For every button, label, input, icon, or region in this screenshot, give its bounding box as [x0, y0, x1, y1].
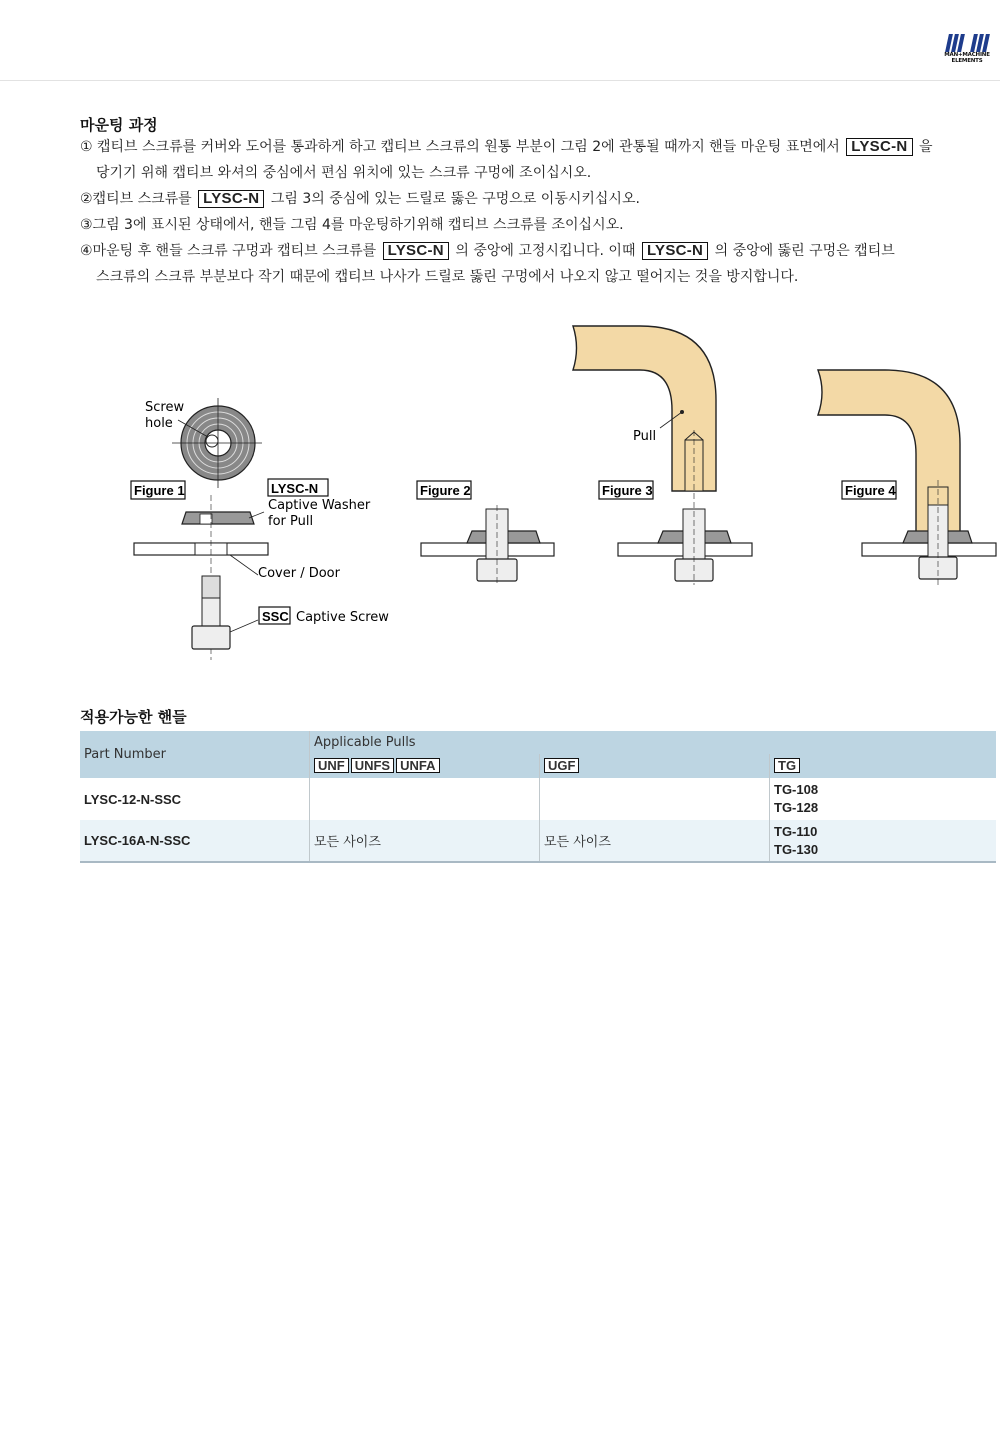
captive-screw-label: Captive Screw	[296, 610, 389, 625]
captive-washer-label-2: for Pull	[268, 514, 314, 529]
ssc-tag: SSC	[262, 609, 289, 624]
lysc-n-tag: LYSC-N	[198, 190, 264, 208]
screw-hole-label-1: Screw	[145, 400, 185, 415]
col-group-ugf: UGF	[540, 754, 770, 778]
col-part-number: Part Number	[80, 731, 310, 778]
captive-screw-fig1	[192, 576, 258, 649]
lysc-n-tag: LYSC-N	[383, 242, 449, 260]
lysc-n-tag: LYSC-N	[846, 138, 912, 156]
logo-text-1: MAN+MACHINE	[944, 52, 990, 58]
screw-hole-label-2: hole	[145, 416, 173, 431]
header-divider	[0, 80, 1000, 81]
washer-top-view	[172, 398, 262, 488]
figure-4-label: Figure 4	[845, 483, 896, 498]
step-1: ① 캡티브 스크류를 커버와 도어를 통과하게 하고 캡티브 스크류의 원통 부분이 그림 2에 관통될 때까지 핸들 마운팅 표면에서 LYSC-N 을	[80, 138, 933, 155]
cover-door-label: Cover / Door	[258, 566, 340, 581]
lysc-n-tag: LYSC-N	[642, 242, 708, 260]
mounting-steps	[80, 134, 1000, 290]
logo-text-2: ELEMENTS	[951, 58, 983, 64]
col-group-tg: TG	[770, 754, 997, 778]
lysc-n-figure-tag: LYSC-N	[271, 481, 319, 496]
table-row: LYSC-16A-N-SSC 모든 사이즈 모든 사이즈 TG-110 TG-130	[80, 820, 996, 862]
section-title-mounting: 마운팅 과정	[80, 116, 158, 134]
cover-door-fig1	[134, 543, 268, 575]
applicable-handles-table	[80, 731, 996, 863]
assembly-fig2	[421, 505, 554, 585]
step-4-cont: 스크류의 스크류 부분보다 작기 때문에 캡티브 나사가 드릴로 뚫린 구멍에서 나오지 않고 떨어지는 것을 방지합니다.	[96, 269, 799, 285]
step-1-cont: 당기기 위해 캡티브 와셔의 중심에서 편심 위치에 있는 스크류 구멍에 조이십시오.	[96, 165, 592, 181]
figure-1-label: Figure 1	[134, 483, 185, 498]
figure-3-label: Figure 3	[602, 483, 653, 498]
table-header-row	[80, 731, 996, 754]
captive-washer-label-1: Captive Washer	[268, 498, 371, 513]
table-row: LYSC-12-N-SSC TG-108 TG-128	[80, 778, 996, 820]
step-3: ③그림 3에 표시된 상태에서, 핸들 그림 4를 마운팅하기위해 캡티브 스크류를 조이십시오.	[80, 217, 624, 233]
logo-mark-icon	[938, 34, 996, 52]
brand-logo	[938, 34, 996, 70]
col-group-unf: UNF UNFS UNFA	[310, 754, 540, 778]
section-title-handles: 적용가능한 핸들	[80, 708, 187, 726]
mounting-figures	[0, 290, 1000, 670]
step-2: ②캡티브 스크류를 LYSC-N 그림 3의 중심에 있는 드릴로 뚫은 구멍으로 이동시키십시오.	[80, 190, 640, 207]
pull-label: Pull	[633, 429, 657, 444]
step-4: ④마운팅 후 핸들 스크류 구멍과 캡티브 스크류를 LYSC-N 의 중앙에 고정시킵니다. 이때 LYSC-N 의 중앙에 뚫린 구멍은 캡티브	[80, 242, 895, 259]
pull-handle-fig3	[573, 326, 716, 491]
figure-2-label: Figure 2	[420, 483, 471, 498]
col-applicable-pulls: Applicable Pulls	[310, 731, 997, 754]
washer-side-fig1	[182, 512, 264, 524]
